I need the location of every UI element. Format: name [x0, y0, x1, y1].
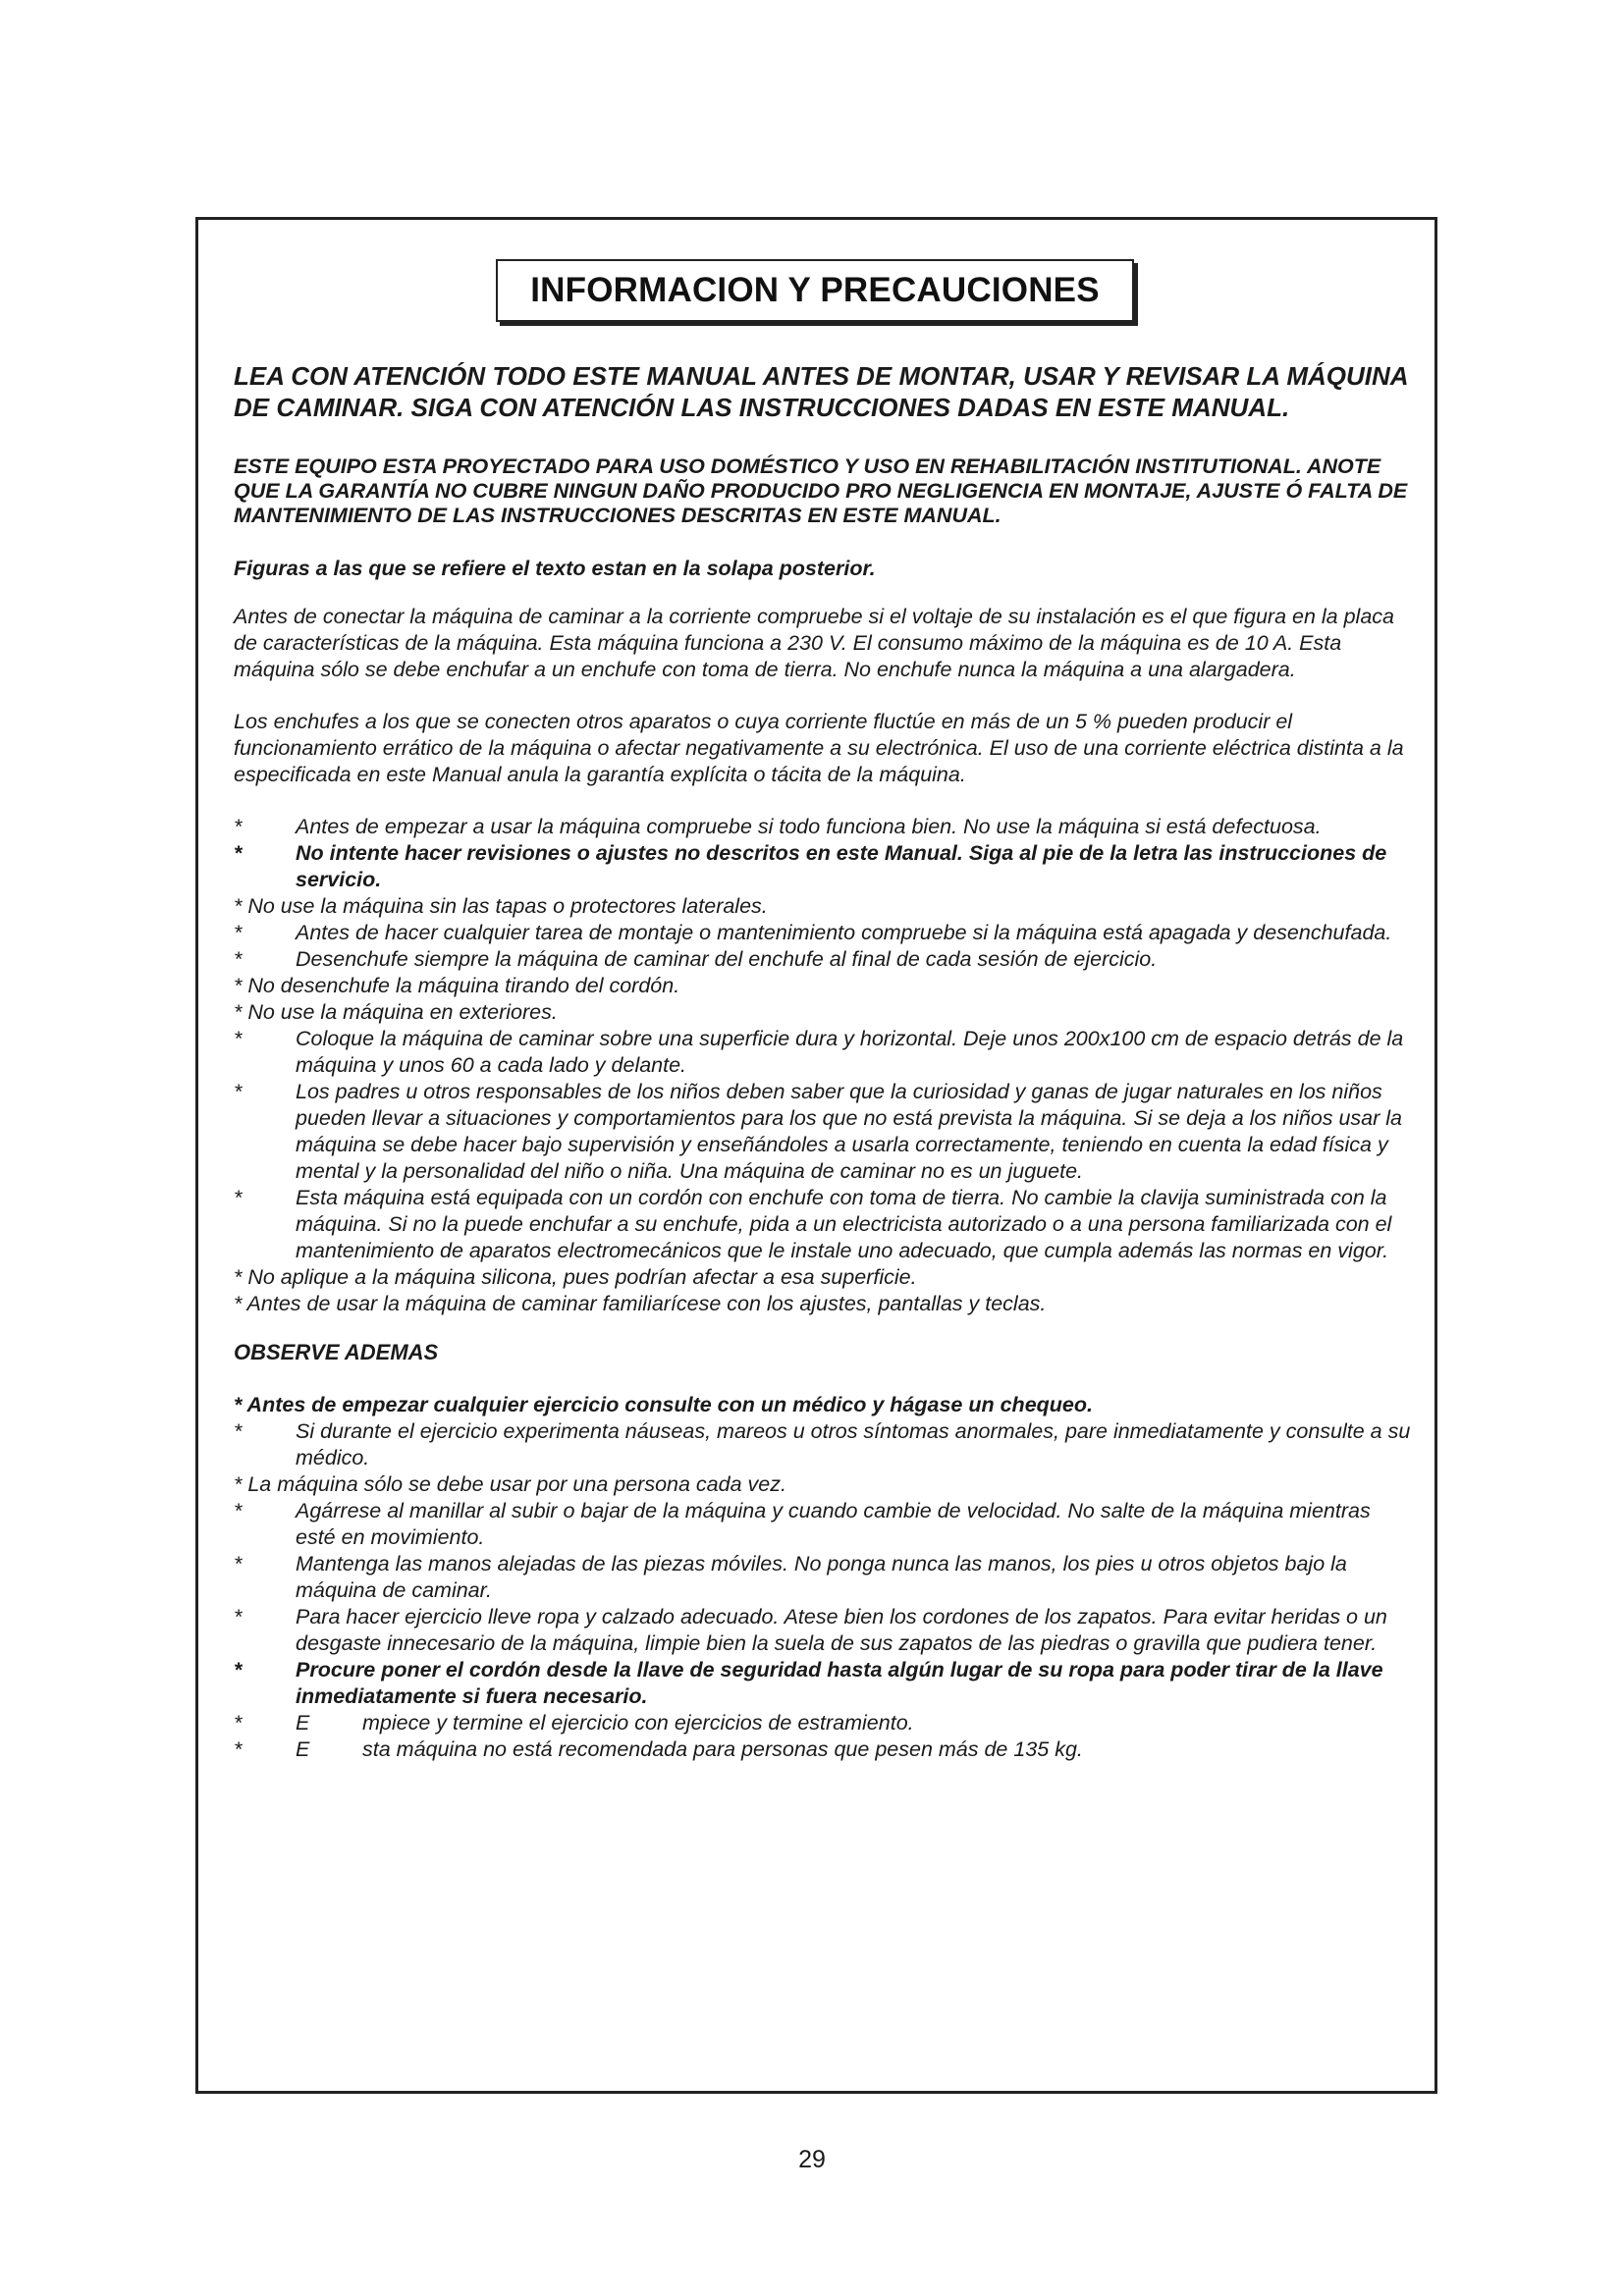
bullet-star: *	[234, 1711, 243, 1735]
title-box	[496, 259, 1134, 322]
bullet-star: *	[234, 1737, 243, 1761]
content	[234, 360, 1412, 1763]
precautions-list	[234, 814, 1412, 1317]
bullet-star: *	[234, 1658, 243, 1682]
drop-letter: E	[296, 1737, 310, 1761]
bullet-star: *	[234, 947, 243, 971]
bullet-star: *	[234, 921, 243, 944]
list-item: * Para hacer ejercicio lleve ropa y calzado adecuado. Atese bien los cordones de los zapatos. Para evitar heridas o un desgaste innecesario de la máquina, limpie bien la suela de sus zapatos de las piedras o gravilla que pudiera tener.	[234, 1605, 1387, 1655]
page-frame	[195, 217, 1437, 2094]
list-item: * No use la máquina en exteriores.	[234, 1000, 558, 1024]
list-item: * Desenchufe siempre la máquina de caminar del enchufe al final de cada sesión de ejercicio.	[234, 947, 1158, 971]
page-title: INFORMACION Y PRECAUCIONES	[530, 271, 1100, 309]
project-note: ESTE EQUIPO ESTA PROYECTADO PARA USO DOMÉSTICO Y USO EN REHABILITACIÓN INSTITUTIONAL. ANOTE QUE LA GARANTÍA NO CUBRE NINGUN DAÑO PRODUCIDO PRO NEGLIGENCIA EN MONTAJE, AJUSTE Ó FALTA DE MANTENIMIENTO DE LAS INSTRUCCIONES DESCRITAS EN ESTE MANUAL.	[234, 454, 1408, 527]
figures-note: Figuras a las que se refiere el texto estan en la solapa posterior.	[234, 557, 876, 580]
bullet-star: *	[234, 1499, 243, 1522]
bullet-star: *	[234, 1419, 243, 1443]
bullet-star: *	[234, 1605, 243, 1629]
drop-letter: E	[296, 1711, 310, 1735]
list-item: * No aplique a la máquina silicona, pues podrían afectar a esa superficie.	[234, 1265, 917, 1289]
list-item: * Antes de empezar a usar la máquina compruebe si todo funciona bien. No use la máquina si está defectuosa.	[234, 815, 1322, 838]
bullet-star: *	[234, 841, 243, 865]
list-item: * Procure poner el cordón desde la llave de seguridad hasta algún lugar de su ropa para poder tirar de la llave inmediatamente si fuera necesario.	[234, 1658, 1383, 1708]
observe-heading: OBSERVE ADEMAS	[234, 1340, 439, 1364]
bullet-star: *	[234, 815, 243, 838]
list-item: * Mantenga las manos alejadas de las piezas móviles. No ponga nunca las manos, los pies u otros objetos bajo la máquina de caminar.	[234, 1552, 1347, 1602]
list-item: * Esta máquina está equipada con un cordón con enchufe con toma de tierra. No cambie la clavija suministrada con la máquina. Si no la puede enchufar a su enchufe, pida a un electricista autorizado o a una persona familiarizada con el mantenimiento de aparatos electromecánicos que le instale uno adecuado, que cumpla además las normas en vigor.	[234, 1186, 1392, 1262]
list-item: * No intente hacer revisiones o ajustes no descritos en este Manual. Siga al pie de la letra las instrucciones de servicio.	[234, 841, 1387, 891]
plugs-paragraph: Los enchufes a los que se conecten otros aparatos o cuya corriente fluctúe en más de un 5 % pueden producir el funcionamiento errático de la máquina o afectar negativamente a su electrónica. El uso de una corriente eléctrica distinta a la especificada en este Manual anula la garantía explícita o tácita de la máquina.	[234, 710, 1404, 786]
observe-list	[234, 1392, 1412, 1763]
list-item: * E mpiece y termine el ejercicio con ejercicios de estramiento.	[234, 1711, 914, 1735]
list-item: * Antes de empezar cualquier ejercicio consulte con un médico y hágase un chequeo.	[234, 1393, 1093, 1416]
list-item: * Coloque la máquina de caminar sobre una superficie dura y horizontal. Deje unos 200x100 cm de espacio detrás de la máquina y unos 60 a cada lado y delante.	[234, 1027, 1404, 1077]
list-item: * La máquina sólo se debe usar por una persona cada vez.	[234, 1472, 786, 1496]
list-item: * Si durante el ejercicio experimenta náuseas, mareos u otros síntomas anormales, pare inmediatamente y consulte a su médico.	[234, 1419, 1411, 1469]
list-item: * Los padres u otros responsables de los niños deben saber que la curiosidad y ganas de jugar naturales en los niños pueden llevar a situaciones y comportamientos para los que no está prevista la máquina. Si se deja a los niños usar la máquina se debe hacer bajo supervisión y enseñándoles a usarla correctamente, teniendo en cuenta la edad física y mental y la personalidad del niño o niña. Una máquina de caminar no es un juguete.	[234, 1080, 1403, 1183]
list-item: * No desenchufe la máquina tirando del cordón.	[234, 974, 680, 997]
list-item: * No use la máquina sin las tapas o protectores laterales.	[234, 894, 768, 918]
intro-warning: LEA CON ATENCIÓN TODO ESTE MANUAL ANTES DE MONTAR, USAR Y REVISAR LA MÁQUINA DE CAMINAR. SIGA CON ATENCIÓN LAS INSTRUCCIONES DADAS EN ESTE MANUAL.	[234, 361, 1408, 422]
bullet-star: *	[234, 1080, 243, 1103]
list-item: * E sta máquina no está recomendada para personas que pesen más de 135 kg.	[234, 1737, 1083, 1761]
bullet-star: *	[234, 1186, 243, 1209]
voltage-paragraph: Antes de conectar la máquina de caminar a la corriente compruebe si el voltaje de su instalación es el que figura en la placa de características de la máquina. Esta máquina funciona a 230 V. El consumo máximo de la máquina es de 10 A. Esta máquina sólo se debe enchufar a un enchufe con toma de tierra. No enchufe nunca la máquina a una alargadera.	[234, 605, 1394, 681]
list-item: * Agárrese al manillar al subir o bajar de la máquina y cuando cambie de velocidad. No salte de la máquina mientras esté en movimiento.	[234, 1499, 1371, 1549]
bullet-star: *	[234, 1027, 243, 1050]
list-item: * Antes de hacer cualquier tarea de montaje o mantenimiento compruebe si la máquina está apagada y desenchufada.	[234, 921, 1392, 944]
list-item: * Antes de usar la máquina de caminar familiarícese con los ajustes, pantallas y teclas.	[234, 1292, 1047, 1315]
page-number: 29	[798, 2146, 826, 2173]
bullet-star: *	[234, 1552, 243, 1575]
